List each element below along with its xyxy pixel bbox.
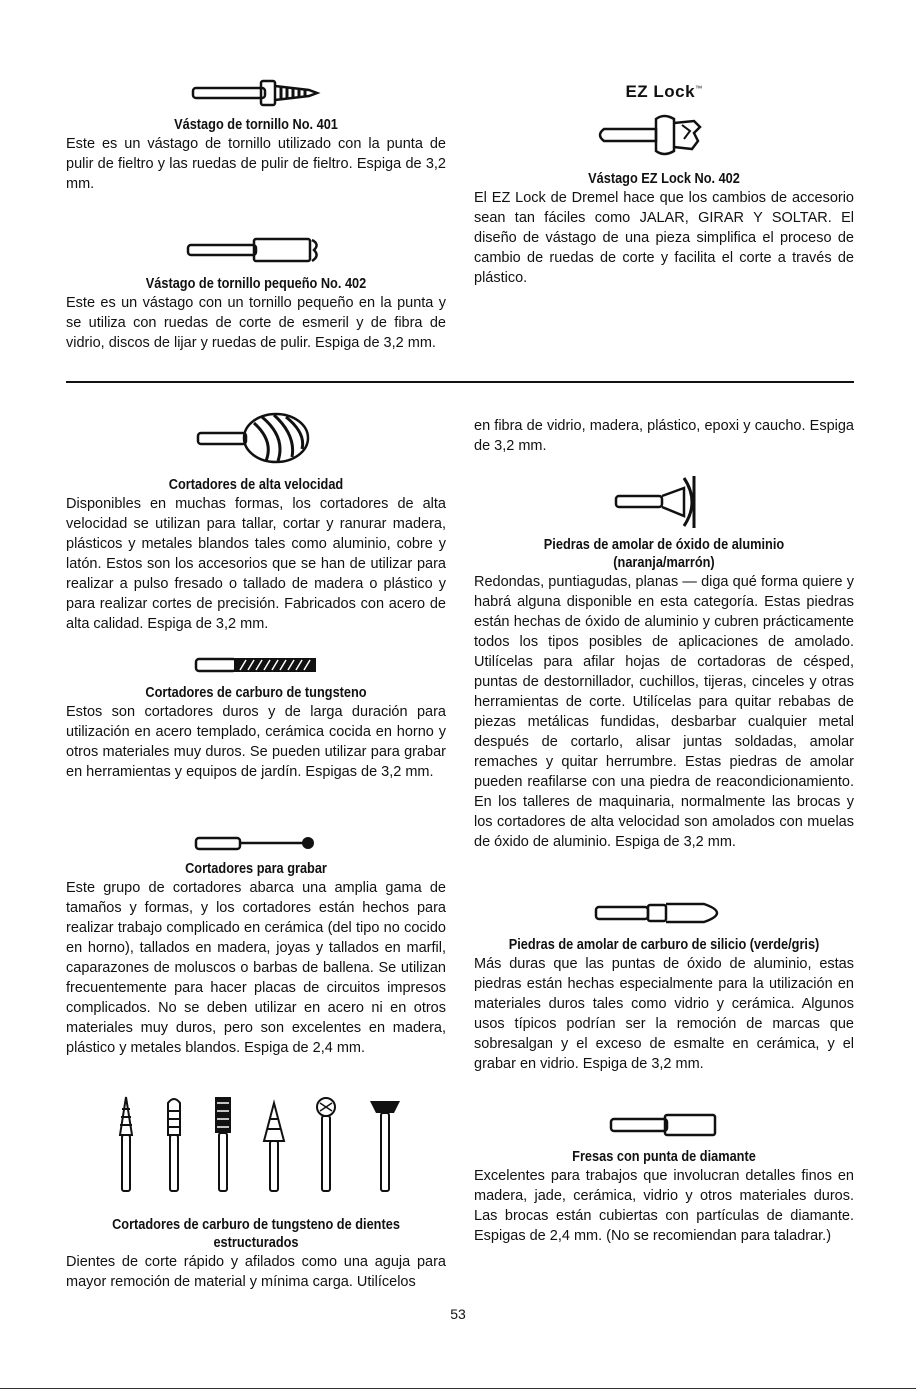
ez-lock-logo: EZ Lock™ xyxy=(625,82,703,101)
section-text: Este es un vástago de tornillo utilizado con la punta de pulir de fieltro y las ruedas de pulir de fieltro. Espiga de 3,2 mm. xyxy=(66,136,446,192)
ez-lock-mandrel-icon xyxy=(474,106,854,164)
section-title: Cortadores para grabar xyxy=(185,861,327,877)
section-engraving-cutters xyxy=(66,830,446,1058)
section-small-screw-mandrel-402 xyxy=(66,233,446,353)
section-silicon-carbide-stones xyxy=(474,898,854,1074)
diamond-bit-icon xyxy=(474,1110,854,1140)
section-text: El EZ Lock de Dremel hace que los cambios de accesorio sean tan fáciles como JALAR, GIRAR Y SOLTAR. El diseño de vástago de una pieza simplifica el proceso de cambio de ruedas de corte y facilita el corte a través de plástico. xyxy=(474,190,854,286)
section-aluminum-oxide-stones xyxy=(474,474,854,852)
pointed-cutter-icon xyxy=(116,1095,136,1193)
section-text: Este grupo de cortadores abarca una amplia gama de tamaños y formas, y los cortadores están hechos para realizar trabajo complicado en cerámica (del tipo no cocido en horno), tallados en madera, joyas y tallados en marfil, caparazones de moluscos o barbas de ballena. Se utilizan frecuentemente para hacer placas de circuitos impresos complicados. No se deben utilizar en acero ni en otros materiales muy duros, pero son excelentes en madera, plástico y metales blandos. Espiga de 2,4 mm. xyxy=(66,880,446,1056)
section-diamond-bits xyxy=(474,1110,854,1246)
screw-mandrel-icon xyxy=(66,76,446,110)
section-title: Vástago de tornillo pequeño No. 402 xyxy=(145,276,367,292)
tungsten-carbide-cutter-icon xyxy=(66,654,446,676)
section-structured-teeth-cutters xyxy=(66,1094,446,1292)
section-title: Piedras de amolar de óxido de aluminio (naranja/marrón) xyxy=(543,537,785,571)
section-tungsten-carbide-cutters xyxy=(66,654,446,782)
section-title: Vástago de tornillo No. 401 xyxy=(174,117,338,133)
continued-text: en fibra de vidrio, madera, plástico, epoxi y caucho. Espiga de 3,2 mm. xyxy=(474,418,854,454)
section-title: Piedras de amolar de carburo de silicio (verde/gris) xyxy=(508,937,820,953)
section-title: Cortadores de alta velocidad xyxy=(168,477,344,493)
ball-cutter-icon xyxy=(314,1095,338,1193)
flat-cylinder-cutter-icon xyxy=(212,1095,234,1193)
section-title: Vástago EZ Lock No. 402 xyxy=(588,171,740,187)
small-screw-mandrel-icon xyxy=(66,233,446,267)
structured-teeth-cutters-icons xyxy=(66,1094,446,1194)
section-text: Dientes de corte rápido y afilados como una aguja para mayor remoción de material y mínima carga. Utilícelos xyxy=(66,1254,446,1290)
cylinder-cutter-icon xyxy=(164,1095,184,1193)
section-title: Cortadores de carburo de tungsteno xyxy=(145,685,367,701)
section-divider xyxy=(66,381,854,383)
silicon-carbide-stone-icon xyxy=(474,898,854,928)
inverted-cone-cutter-icon xyxy=(366,1095,404,1193)
page-number: 53 xyxy=(450,1306,466,1322)
section-text: Redondas, puntiagudas, planas — diga qué forma quiere y habrá alguna disponible en esta categoría. Estas piedras están hechas de óxido de aluminio y cubren prácticamente todos los tipos posibles de aplicaciones de amolado. Utilícelas para afilar hojas de cortadoras de césped, puntas de destornillador, cuchillos, tijeras, cinceles y otras herramientas de corte. Utilícelas para quitar rebabas de piezas metálicas fundidas, desbarbar cualquier metal después de cortarlo, alisar juntas soldadas, amolar remaches y quitar herrumbre. Estas piedras de amolar pueden reafilarse con una piedra de reacondicionamiento. En los talleres de maquinaria, normalmente las brocas y los cortadores de alta velocidad son amolados con muelas de óxido de aluminio. Espiga de 3,2 mm. xyxy=(474,574,854,850)
bottom-border xyxy=(0,1388,916,1389)
section-text: Excelentes para trabajos que involucran detalles finos en madera, jade, cerámica, vidrio y otros materiales duros. Las brocas están cubiertas con partículas de diamante. Espigas de 2,4 mm. (No se recomiendan para taladrar.) xyxy=(474,1168,854,1244)
cone-cutter-icon xyxy=(262,1095,286,1193)
engraving-cutter-icon xyxy=(66,830,446,856)
section-text: Este es un vástago con un tornillo pequeño en la punta y se utiliza con ruedas de corte de esmeril y de fibra de vidrio, discos de lijar y ruedas de pulir. Espiga de 3,2 mm. xyxy=(66,295,446,351)
section-text: Disponibles en muchas formas, los cortadores de alta velocidad se utilizan para tallar, cortar y ranurar madera, plásticos y metales blandos tales como aluminio, cobre y latón. Estos son los accesorios que se han de utilizar para realizar a pulso fresado o tallado de madera o plástico y para realizar cortes de precisión. Fabricados con acero de alta calidad. Espiga de 3,2 mm. xyxy=(66,496,446,632)
section-text: Más duras que las puntas de óxido de aluminio, estas piedras están hechas especialmente para la utilización en materiales duros tales como vidrio y cerámica. Algunos usos típicos podrían ser la remoción de marcas que sobresalgan y el exceso de esmalte en cerámica, y el grabar en vidrio. Espiga de 3,2 mm. xyxy=(474,956,854,1072)
section-title: Cortadores de carburo de tungsteno de dientes estructurados xyxy=(112,1217,400,1251)
right-continued-text-block xyxy=(474,416,854,456)
high-speed-cutter-icon xyxy=(66,410,446,466)
section-title: Fresas con punta de diamante xyxy=(572,1149,756,1165)
section-text: Estos son cortadores duros y de larga duración para utilización en acero templado, cerámica cocida en horno y otros materiales muy duros. Se pueden utilizar para grabar en herramientas y equipos de jardín. Espigas de 3,2 mm. xyxy=(66,704,446,780)
section-high-speed-cutters xyxy=(66,410,446,634)
section-screw-mandrel-401 xyxy=(66,76,446,194)
aluminum-oxide-stone-icon xyxy=(474,474,854,530)
section-ez-lock-402 xyxy=(474,82,854,288)
